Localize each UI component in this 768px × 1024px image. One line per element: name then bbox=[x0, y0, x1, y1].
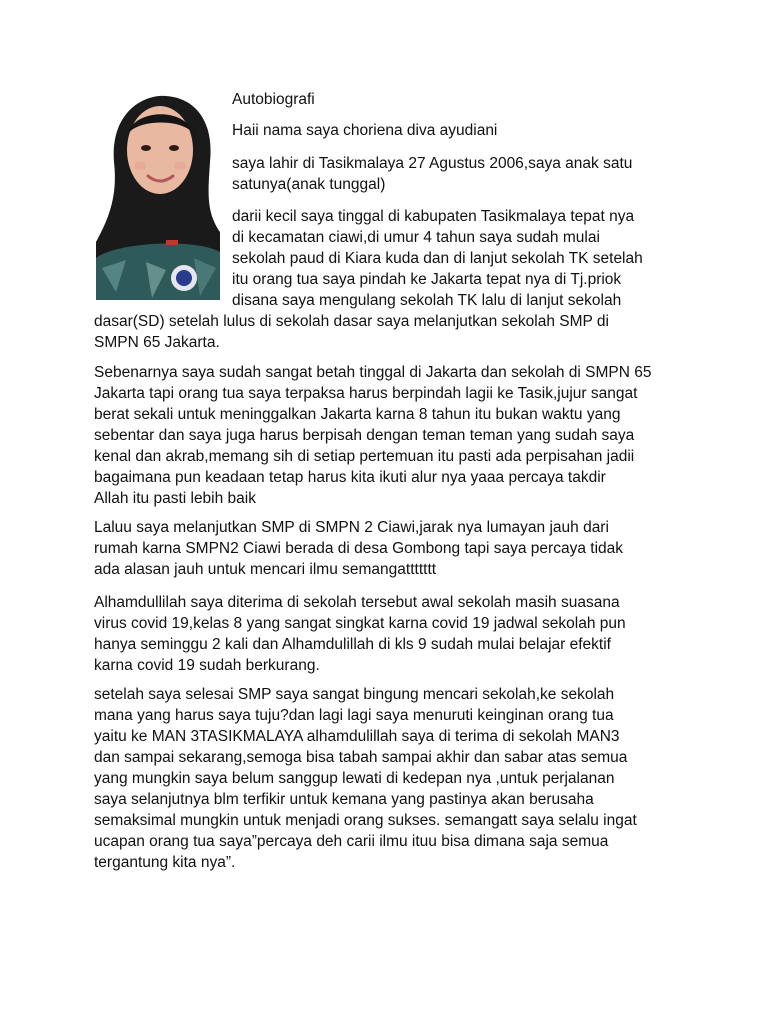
paragraph-line: darii kecil saya tinggal di kabupaten Tasikmalaya tepat nya bbox=[232, 208, 635, 225]
paragraph-line: sebentar dan saya juga harus berpisah dengan teman teman yang sudah saya bbox=[94, 427, 635, 444]
paragraph-covid bbox=[94, 592, 626, 676]
paragraph-line: dasar(SD) setelah lulus di sekolah dasar saya melanjutkan sekolah SMP di bbox=[94, 313, 609, 330]
title bbox=[232, 89, 315, 110]
greeting-text: Haii nama saya choriena diva ayudiani bbox=[232, 122, 498, 139]
paragraph-jakarta bbox=[94, 362, 652, 509]
paragraph-birth bbox=[232, 153, 632, 195]
paragraph-ciawi bbox=[94, 517, 623, 580]
paragraph-childhood-full bbox=[94, 311, 609, 353]
paragraph-line: tergantung kita nya”. bbox=[94, 854, 236, 871]
paragraph-line: SMPN 65 Jakarta. bbox=[94, 334, 220, 351]
paragraph-line: yang mungkin saya belum sanggup lewati di kedepan nya ,untuk perjalanan bbox=[94, 770, 615, 787]
paragraph-line: bagaimana pun keadaan tetap harus kita ikuti alur nya yaaa percaya takdir bbox=[94, 469, 606, 486]
paragraph-line: sekolah paud di Kiara kuda dan di lanjut sekolah TK setelah bbox=[232, 250, 643, 267]
paragraph-line: satunya(anak tunggal) bbox=[232, 176, 386, 193]
paragraph-line: dan sampai sekarang,semoga bisa tabah sampai akhir dan sabar atas semua bbox=[94, 749, 628, 766]
paragraph-line: Sebenarnya saya sudah sangat betah tinggal di Jakarta dan sekolah di SMPN 65 bbox=[94, 364, 652, 381]
portrait-photo-icon bbox=[96, 92, 220, 300]
paragraph-line: ada alasan jauh untuk mencari ilmu semangattttttt bbox=[94, 561, 437, 578]
paragraph-line: virus covid 19,kelas 8 yang sangat singkat karna covid 19 jadwal sekolah pun bbox=[94, 615, 626, 632]
paragraph-line: Laluu saya melanjutkan SMP di SMPN 2 Ciawi,jarak nya lumayan jauh dari bbox=[94, 519, 609, 536]
paragraph-line: kenal dan akrab,memang sih di setiap pertemuan itu pasti ada perpisahan jadii bbox=[94, 448, 635, 465]
paragraph-line: saya selanjutnya blm terfikir untuk kemana yang pastinya akan berusaha bbox=[94, 791, 594, 808]
title-text: Autobiografi bbox=[232, 91, 315, 108]
paragraph-line: berat sekali untuk meninggalkan Jakarta karna 8 tahun itu bukan waktu yang bbox=[94, 406, 621, 423]
paragraph-line: setelah saya selesai SMP saya sangat bingung mencari sekolah,ke sekolah bbox=[94, 686, 615, 703]
paragraph-line: semaksimal mungkin untuk menjadi orang sukses. semangatt saya selalu ingat bbox=[94, 812, 637, 829]
paragraph-line: rumah karna SMPN2 Ciawi berada di desa Gombong tapi saya percaya tidak bbox=[94, 540, 623, 557]
paragraph-line: di kecamatan ciawi,di umur 4 tahun saya sudah mulai bbox=[232, 229, 600, 246]
paragraph-line: Allah itu pasti lebih baik bbox=[94, 490, 256, 507]
paragraph-line: hanya seminggu 2 kali dan Alhamdulillah di kls 9 sudah mulai belajar efektif bbox=[94, 636, 611, 653]
paragraph-childhood-wrapped bbox=[232, 206, 643, 311]
paragraph-line: disana saya mengulang sekolah TK lalu di lanjut sekolah bbox=[232, 292, 622, 309]
paragraph-line: saya lahir di Tasikmalaya 27 Agustus 2006,saya anak satu bbox=[232, 155, 633, 172]
paragraph-line: ucapan orang tua saya”percaya deh carii ilmu ituu bisa dimana saja semua bbox=[94, 833, 609, 850]
greeting bbox=[232, 120, 497, 141]
portrait-photo bbox=[96, 92, 220, 300]
paragraph-man3 bbox=[94, 684, 637, 873]
paragraph-line: mana yang harus saya tuju?dan lagi lagi saya menuruti keinginan orang tua bbox=[94, 707, 614, 724]
paragraph-line: itu orang tua saya pindah ke Jakarta tepat nya di Tj.priok bbox=[232, 271, 622, 288]
paragraph-line: yaitu ke MAN 3TASIKMALAYA alhamdulillah saya di terima di sekolah MAN3 bbox=[94, 728, 620, 745]
paragraph-line: Jakarta tapi orang tua saya terpaksa harus berpindah lagii ke Tasik,jujur sangat bbox=[94, 385, 638, 402]
paragraph-line: karna covid 19 sudah berkurang. bbox=[94, 657, 320, 674]
paragraph-line: Alhamdullilah saya diterima di sekolah tersebut awal sekolah masih suasana bbox=[94, 594, 620, 611]
